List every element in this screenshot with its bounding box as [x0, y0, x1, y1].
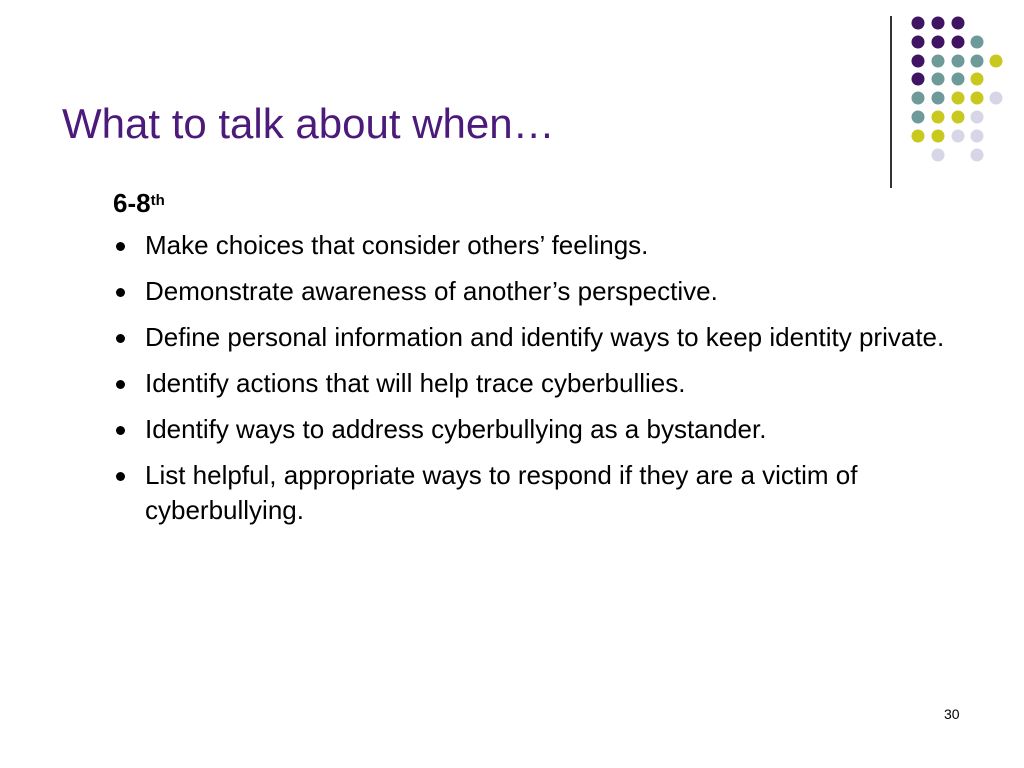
slide-body — [113, 186, 973, 539]
list-item — [113, 320, 973, 355]
list-item — [113, 366, 973, 401]
dot — [932, 17, 945, 30]
dot — [912, 92, 925, 105]
grade-heading-text: 6-8 — [113, 188, 151, 218]
list-item — [113, 412, 973, 447]
bullet-dot-icon — [116, 380, 125, 389]
grade-heading — [113, 186, 973, 220]
dot — [912, 73, 925, 86]
list-item-text: List helpful, appropriate ways to respond if they are a victim of cyberbullying. — [145, 460, 858, 525]
dot — [990, 55, 1003, 68]
list-item — [113, 274, 973, 309]
slide-page-number: 30 — [944, 706, 960, 722]
dot — [912, 130, 925, 143]
dot — [971, 73, 984, 86]
dot — [932, 73, 945, 86]
list-item-text: Identify ways to address cyberbullying as a bystander. — [145, 414, 767, 444]
dot — [932, 111, 945, 124]
decorative-dot-grid — [910, 16, 1010, 166]
list-item — [113, 458, 973, 528]
dot — [912, 55, 925, 68]
list-item — [113, 228, 973, 263]
list-item-text: Make choices that consider others’ feelings. — [145, 230, 649, 260]
dot — [912, 17, 925, 30]
dot — [952, 17, 965, 30]
bullet-dot-icon — [116, 426, 125, 435]
dot — [952, 92, 965, 105]
bullet-dot-icon — [116, 242, 125, 251]
dot — [912, 36, 925, 49]
dot — [932, 130, 945, 143]
slide-title: What to talk about when… — [62, 100, 555, 147]
dot — [952, 55, 965, 68]
list-item-text: Identify actions that will help trace cyberbullies. — [145, 368, 686, 398]
dot — [990, 92, 1003, 105]
dot — [952, 130, 965, 143]
dot — [932, 149, 945, 162]
bullet-dot-icon — [116, 288, 125, 297]
bullet-dot-icon — [116, 334, 125, 343]
dot — [932, 36, 945, 49]
dot — [932, 55, 945, 68]
dot — [971, 55, 984, 68]
dot — [971, 92, 984, 105]
title-divider-line — [890, 16, 892, 188]
dot — [912, 111, 925, 124]
list-item-text: Define personal information and identify ways to keep identity private. — [145, 322, 945, 352]
bullet-dot-icon — [116, 472, 125, 481]
dot — [971, 111, 984, 124]
dot — [932, 92, 945, 105]
dot — [971, 130, 984, 143]
bullet-list — [113, 228, 973, 528]
dot-grid-graphic — [910, 16, 1010, 166]
dot — [952, 73, 965, 86]
dot — [952, 111, 965, 124]
dot — [971, 149, 984, 162]
dot — [952, 36, 965, 49]
dot — [971, 36, 984, 49]
list-item-text: Demonstrate awareness of another’s perspective. — [145, 276, 718, 306]
grade-heading-superscript: th — [150, 192, 165, 209]
